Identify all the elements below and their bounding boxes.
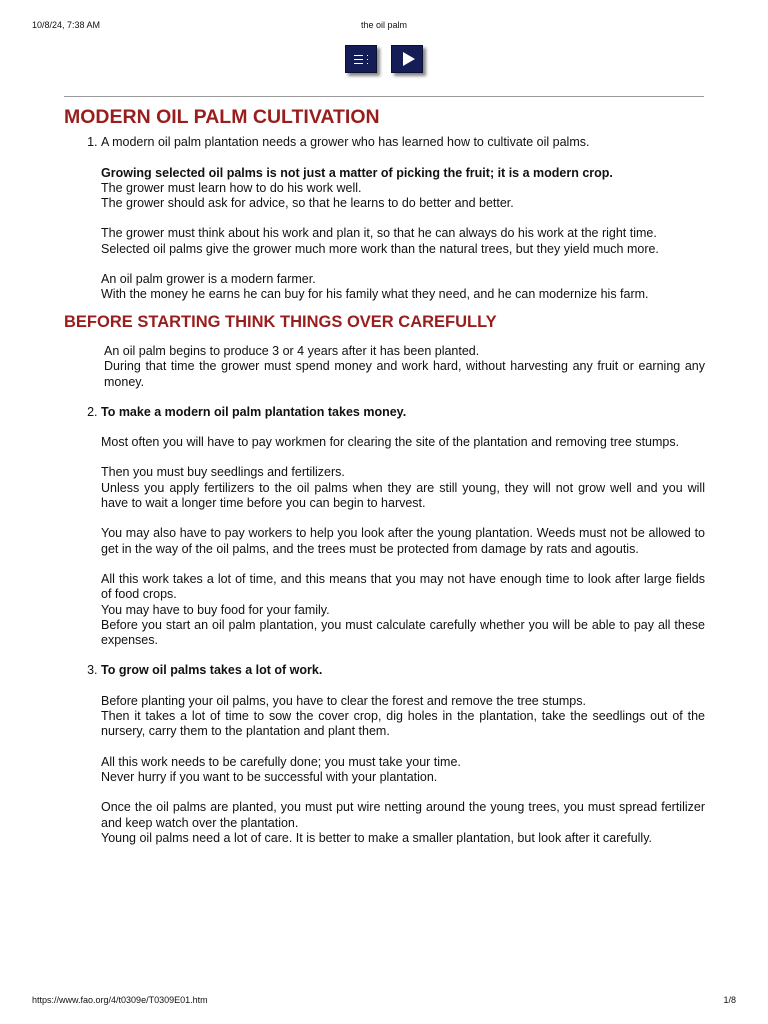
item1-lead: 1. A modern oil palm plantation needs a grower who has learned how to cultivate oil palms. bbox=[101, 135, 590, 150]
page-number: 1/8 bbox=[723, 995, 736, 1005]
numbered-list-2 bbox=[64, 405, 705, 846]
item3-p3-l1: Once the oil palms are planted, you must put wire netting around the young trees, you must spread fertilizer and keep watch over the plantation. bbox=[101, 800, 705, 830]
item3-para2 bbox=[101, 755, 705, 786]
item3-p1-l2: Then it takes a lot of time to sow the cover crop, dig holes in the plantation, take the seedlings out of the nursery, carry them to the plantation and plant them. bbox=[101, 709, 705, 739]
print-header bbox=[32, 20, 736, 30]
numbered-list-1 bbox=[64, 135, 705, 302]
source-url: https://www.fao.org/4/t0309e/T0309E01.htm bbox=[32, 995, 208, 1005]
page-heading: MODERN OIL PALM CULTIVATION bbox=[64, 106, 380, 128]
item1-p3-l1: An oil palm grower is a modern farmer. bbox=[101, 272, 316, 287]
section-heading: BEFORE STARTING THINK THINGS OVER CAREFULLY bbox=[64, 312, 497, 331]
item3-p2-l1: All this work needs to be carefully done; you must take your time. bbox=[101, 754, 461, 769]
intro-l2: During that time the grower must spend money and work hard, without harvesting any fruit or earning any money. bbox=[104, 359, 705, 389]
item2-p4-l1: All this work takes a lot of time, and this means that you may not have enough time to look after large fields of food crops. bbox=[101, 571, 705, 602]
document-body bbox=[64, 106, 705, 861]
item1-p2-l1: The grower must think about his work and plan it, so that he can always do his work at the right time. bbox=[101, 226, 657, 241]
item3-p1-l1: Before planting your oil palms, you have to clear the forest and remove the tree stumps. bbox=[101, 693, 586, 708]
item2-p4-l2: You may have to buy food for your family. bbox=[101, 602, 330, 617]
item1-p1-l2: The grower must learn how to do his work well. bbox=[101, 180, 362, 195]
item2-para4 bbox=[101, 572, 705, 648]
item3-lead: 3. To grow oil palms takes a lot of work. bbox=[101, 663, 323, 678]
item1-p3-l2: With the money he earns he can buy for his family what they need, and he can modernize his farm. bbox=[101, 287, 649, 302]
item2-para3: You may also have to pay workers to help you look after the young plantation. Weeds must not be allowed to get in the way of the oil palms, and the trees must be protected from damage by rats and agoutis. bbox=[101, 526, 705, 556]
item2-p4-l3: Before you start an oil palm plantation, you must calculate carefully whether you will be able to pay all these expenses. bbox=[101, 617, 705, 648]
divider bbox=[64, 96, 704, 97]
print-title: the oil palm bbox=[360, 20, 408, 30]
item1-para3 bbox=[101, 272, 705, 303]
item1-p1-bold: Growing selected oil palms is not just a matter of picking the fruit; it is a modern crop. bbox=[101, 165, 613, 180]
navigation-bar bbox=[0, 45, 768, 73]
menu-icon bbox=[354, 53, 368, 65]
item3-para3 bbox=[101, 800, 705, 846]
item1-p2-l2: Selected oil palms give the grower much more work than the natural trees, but they yield much more. bbox=[101, 241, 659, 256]
intro-l1: An oil palm begins to produce 3 or 4 years after it has been planted. bbox=[104, 343, 480, 358]
item2-para2 bbox=[101, 465, 705, 511]
list-item-1 bbox=[101, 135, 705, 302]
item2-lead: 2. To make a modern oil palm plantation takes money. bbox=[101, 404, 407, 419]
item2-p2-l1: Then you must buy seedlings and fertilizers. bbox=[101, 465, 345, 480]
next-button[interactable] bbox=[391, 45, 423, 73]
item1-para1 bbox=[101, 166, 705, 212]
menu-button[interactable] bbox=[345, 45, 377, 73]
item3-p2-l2: Never hurry if you want to be successful with your plantation. bbox=[101, 769, 438, 784]
next-arrow-icon bbox=[403, 52, 415, 66]
item1-p1-l3: The grower should ask for advice, so that he learns to do better and better. bbox=[101, 196, 514, 211]
item2-para1: Most often you will have to pay workmen for clearing the site of the plantation and removing tree stumps. bbox=[101, 435, 680, 450]
print-datetime: 10/8/24, 7:38 AM bbox=[32, 20, 101, 30]
list-item-3 bbox=[101, 663, 705, 846]
item1-para2 bbox=[101, 226, 705, 257]
intro-paragraph bbox=[64, 344, 705, 390]
item3-para1 bbox=[101, 694, 705, 740]
item2-p2-l2: Unless you apply fertilizers to the oil palms when they are still young, they will not grow well and you will have to wait a longer time before you can begin to harvest. bbox=[101, 480, 705, 511]
print-footer bbox=[32, 995, 736, 1005]
item3-p3-l2: Young oil palms need a lot of care. It is better to make a smaller plantation, but look after it carefully. bbox=[101, 830, 652, 845]
list-item-2 bbox=[101, 405, 705, 649]
